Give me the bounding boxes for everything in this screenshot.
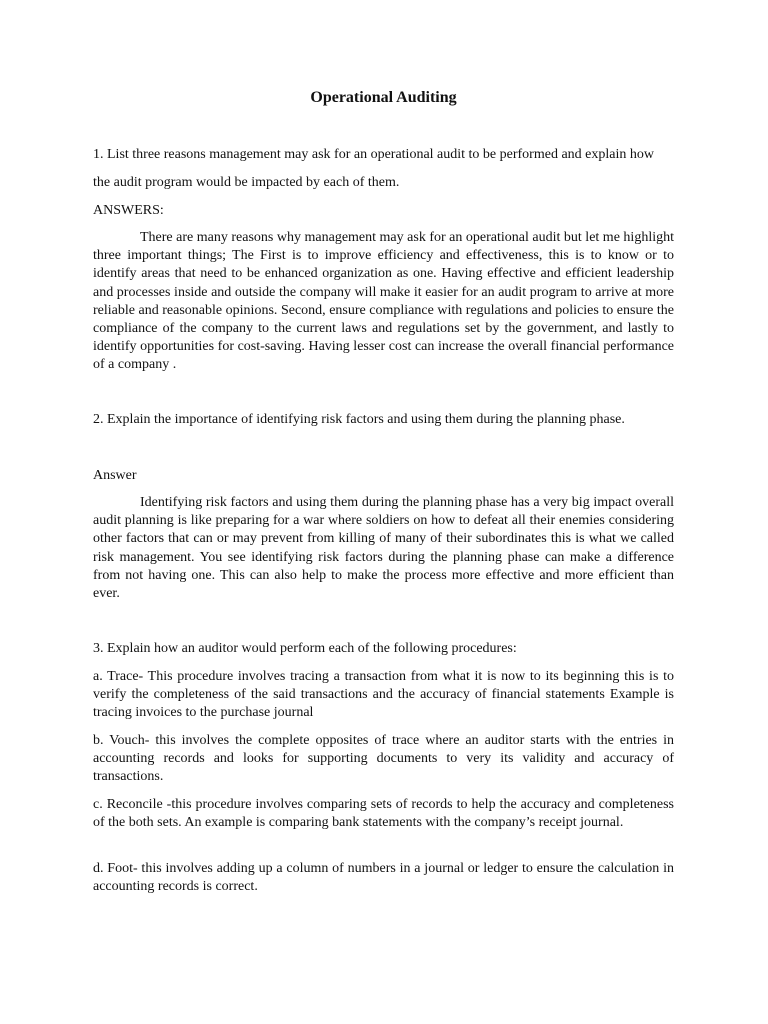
question-3: 3. Explain how an auditor would perform each of the following procedures: [93,641,517,656]
answer-2: Identifying risk factors and using them during the planning phase has a very big impact overall audit planning is like preparing for a war where soldiers on how to defeat all their enemies considering other factors that can or may prevent from killing of many of their subordinates this is what we called risk management. You see identifying risk factors during the planning phase can make a difference from not having one. This can also help to make the process more effective and more efficient than ever. [93,495,674,602]
answer-label-1: ANSWERS: [93,203,164,218]
document-title: Operational Auditing [310,89,457,106]
answer-1: There are many reasons why management may ask for an operational audit but let me highlight three important things; The First is to improve efficiency and effectiveness, this is to know or to identify areas that need to be enhanced organization as one. Having effective and efficient leadership and processes inside and outside the company will make it easier for an audit program to arrive at more reliable and reasonable opinions. Second, ensure compliance with regulations and policies to ensure the compliance of the company to the current laws and regulations set by the government, and lastly to identify opportunities for cost-saving. Having lesser cost can increase the overall financial performance of a company . [93,230,674,373]
question-2: 2. Explain the importance of identifying risk factors and using them during the planning phase. [93,412,625,427]
procedure-foot: d. Foot- this involves adding up a column of numbers in a journal or ledger to ensure the calculation in accounting records is correct. [93,861,674,895]
question-1: 1. List three reasons management may ask for an operational audit to be performed and explain how the audit program would be impacted by each of them. [93,147,654,190]
procedure-reconcile: c. Reconcile -this procedure involves comparing sets of records to help the accuracy and completeness of the both sets. An example is comparing bank statements with the company’s receipt journal. [93,797,674,831]
answer-label-2: Answer [93,468,137,483]
procedure-vouch: b. Vouch- this involves the complete opposites of trace where an auditor starts with the entries in accounting records and looks for supporting documents to very its validity and accuracy of transactions. [93,733,674,785]
procedure-trace: a. Trace- This procedure involves tracing a transaction from what it is now to its beginning this is to verify the completeness of the said transactions and the accuracy of financial statements Example is tracing invoices to the purchase journal [93,669,674,721]
